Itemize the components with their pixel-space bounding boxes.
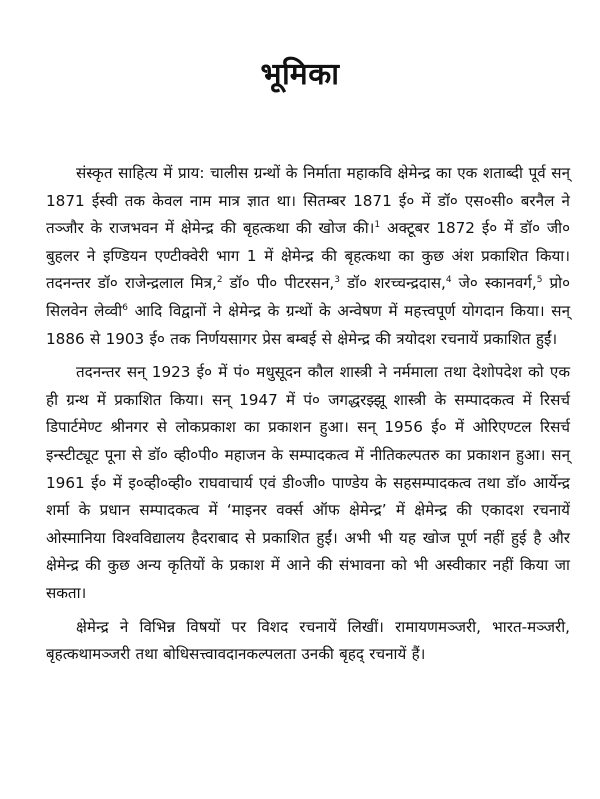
paragraph — [46, 160, 570, 353]
footnote-marker: 2 — [216, 275, 223, 286]
text-run: आदि विद्वानों ने क्षेमेन्द्र के ग्रन्थों के अन्वेषण में महत्त्वपूर्ण योगदान किया। सन् 1886 से 1903 ई० तक निर्णयसागर प्रेस बम्बई से क्षेमेन्द्र की त्रयोदश रचनायें प्रकाशित हुईं। — [46, 301, 571, 348]
text-run: जे० स्कानवर्ग, — [451, 274, 537, 293]
text-run: डॉ० शरच्चन्द्रदास, — [339, 274, 446, 293]
footnote-marker: 6 — [122, 302, 128, 313]
paragraph — [46, 359, 570, 607]
text-run: क्षेमेन्द्र ने विभिन्न विषयों पर विशद रचनायें लिखीं। रामायणमञ्जरी, भारत-मञ्जरी, बृहत्कथामञ्जरी तथा बोधिसत्त्वावदानकल्पलता उनकी बृहद् रचनायें हैं। — [46, 617, 570, 664]
footnote-marker: 3 — [334, 275, 340, 286]
page-title: भूमिका — [260, 57, 340, 92]
footnote-marker: 1 — [374, 220, 381, 231]
text-run: अक्टूबर 1872 ई० में डॉ० जी० बुहलर ने इण्डियन एण्टीक्वेरी भाग 1 में क्षेमेन्द्र की बृहत्कथा का कुछ अंश प्रकाशित किया। तदनन्तर डॉ० राजेन्द्रलाल मित्र, — [46, 219, 570, 293]
paragraph — [46, 614, 570, 669]
text-run: प्रो० सिलवेन लेव्वी — [46, 274, 570, 320]
text-run: संस्कृत साहित्य में प्राय: चालीस ग्रन्थों के निर्माता महाकवि क्षेमेन्द्र का एक शताब्दी पूर्व सन् 1871 ईस्वी तक केवल नाम मात्र ज्ञात था। सितम्बर 1871 ई० में डॉ० एस०सी० बरनैल ने तञ्जौर के राजभवन में क्षेमेन्द्र की बृहत्कथा की खोज की। — [46, 164, 570, 238]
footnote-marker: 5 — [536, 275, 543, 286]
text-run: तदनन्तर सन् 1923 ई० में पं० मधुसूदन कौल शास्त्री ने नर्ममाला तथा देशोपदेश को एक ही ग्रन्थ में प्रकाशित किया। सन् 1947 में पं० जगद्धरझ्झू शास्त्री के सम्पादकत्व में रिसर्च डिपार्टमेण्ट श्रीनगर से लोकप्रकाश का प्रकाशन हुआ। सन् 1956 ई० में ओरिएण्टल रिसर्च इन्स्टीट्यूट पूना से डॉ० व्ही०पी० महाजन के सम्पादकत्व में नीतिकल्पतरु का प्रकाशन हुआ। सन् 1961 ई० में इ०व्ही०व्ही० राघवाचार्य एवं डी०जी० पाण्डेय के सहसम्पादकत्व तथा डॉ० आर्येन्द्र शर्मा के प्रधान सम्पादकत्व में ‘माइनर वर्क्स ऑफ क्षेमेन्द्र’ में क्षेमेन्द्र की एकादश रचनायें ओस्मानिया विश्वविद्यालय हैदराबाद से प्रकाशित हुईं। अभी भी यह खोज पूर्ण नहीं हुई है और क्षेमेन्द्र की कुछ अन्य कृतियों के प्रकाश में आने की संभावना को भी अस्वीकार नहीं किया जा सकता। — [46, 363, 570, 602]
text-run: डॉ० पी० पीटरसन, — [222, 274, 335, 293]
body-text — [46, 160, 570, 675]
footnote-marker: 4 — [445, 275, 452, 286]
